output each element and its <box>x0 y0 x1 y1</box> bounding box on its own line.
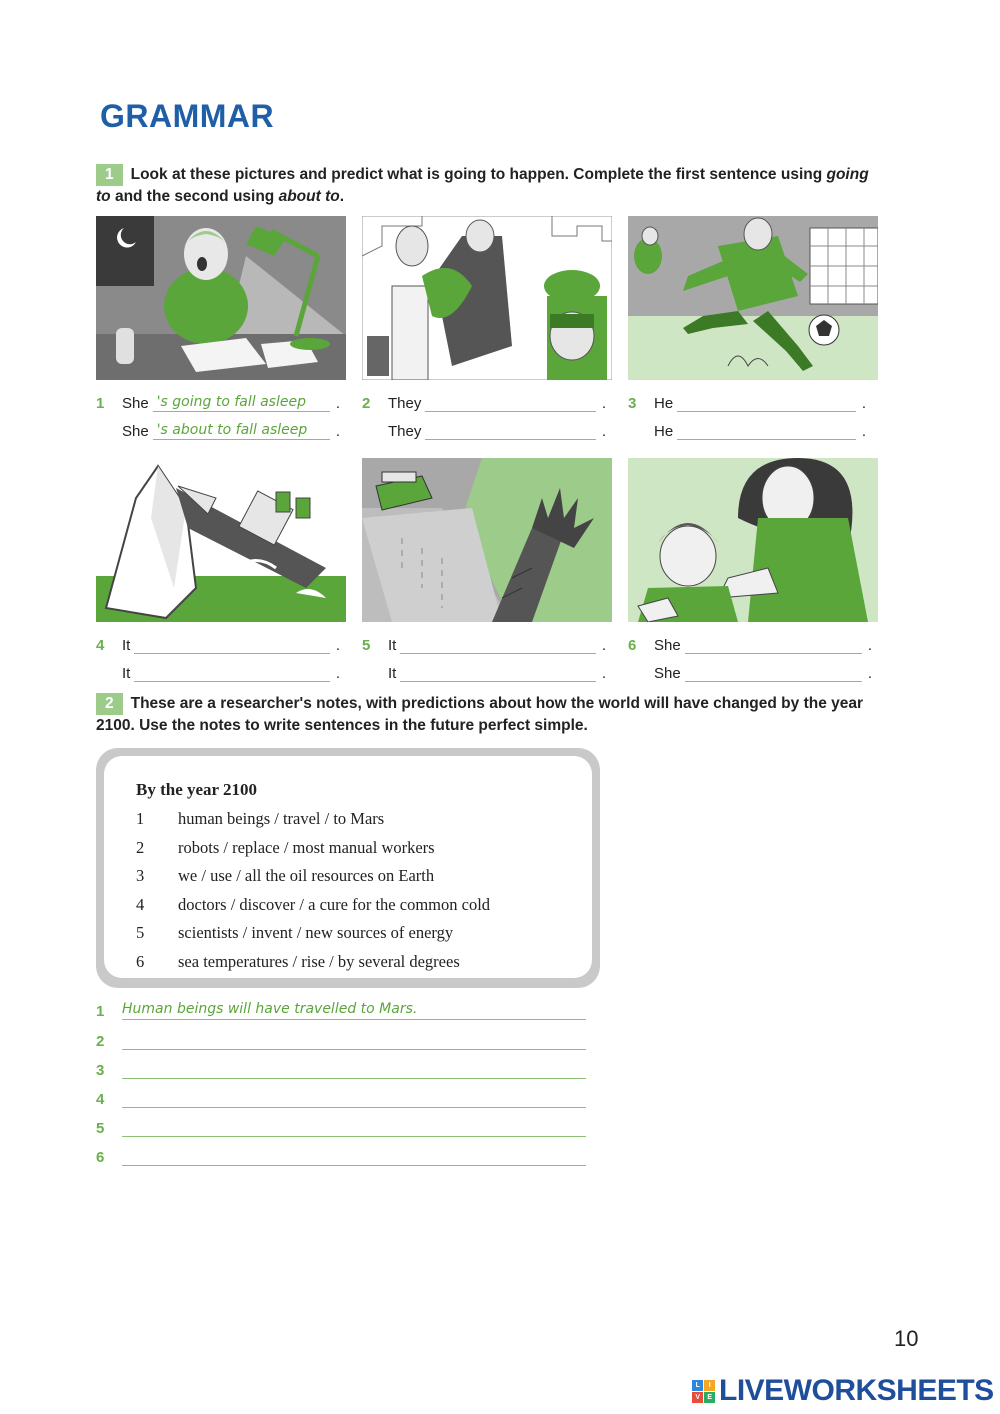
item-number: 4 <box>96 637 105 654</box>
item-number: 5 <box>362 637 371 654</box>
instruction-emphasis: going to <box>96 166 869 205</box>
instruction-text: and the second using <box>110 188 279 205</box>
item-number: 6 <box>628 637 637 654</box>
period: . <box>601 395 606 412</box>
subject-label: She <box>122 395 149 412</box>
note-text: we / use / all the oil resources on Earth <box>178 866 435 885</box>
answer-line[interactable] <box>122 1029 586 1050</box>
sentence-row <box>362 634 606 654</box>
picture-ship-iceberg <box>96 458 346 622</box>
note-number: 2 <box>136 838 145 857</box>
item-number: 1 <box>96 1003 105 1020</box>
subject-label: She <box>654 665 681 682</box>
exercise-number: 1 <box>96 164 123 186</box>
answer-line[interactable] <box>122 1145 586 1166</box>
period: . <box>867 637 872 654</box>
answer-blank[interactable] <box>677 393 856 412</box>
subject-label: It <box>122 637 131 654</box>
sentence-row <box>628 662 872 682</box>
instruction-emphasis: about to <box>278 188 340 205</box>
note-text: robots / replace / most manual workers <box>178 838 435 857</box>
item-number: 2 <box>96 1033 105 1050</box>
note-text: scientists / invent / new sources of energy <box>178 923 454 942</box>
answer-blank[interactable] <box>425 421 595 440</box>
logo-mark-letter: I <box>704 1380 715 1391</box>
picture-footballer <box>628 216 878 380</box>
note-number: 6 <box>136 952 145 971</box>
item-number: 6 <box>96 1149 105 1166</box>
picture-pickpocket <box>362 216 612 380</box>
note-text: sea temperatures / rise / by several degrees <box>178 952 460 971</box>
instruction-text: These are a researcher's notes, with predictions about how the world will have changed by the year 2100. Use the notes to write sentences in the future perfect simple. <box>96 695 864 734</box>
sentence-row <box>628 634 872 654</box>
period: . <box>861 423 866 440</box>
picture-woman-yawning <box>96 216 346 380</box>
logo-mark-letter: E <box>704 1392 715 1403</box>
note-number: 4 <box>136 895 145 914</box>
answer-line[interactable]: Human beings will have travelled to Mars. <box>122 999 586 1020</box>
answer-blank[interactable] <box>685 663 862 682</box>
subject-label: They <box>388 423 422 440</box>
note-item <box>136 923 453 943</box>
exercise-number: 2 <box>96 693 123 715</box>
answer-blank[interactable] <box>400 663 595 682</box>
sentence-row <box>362 662 606 682</box>
item-number: 4 <box>96 1091 105 1108</box>
note-item <box>136 838 435 858</box>
answer-blank[interactable] <box>685 635 862 654</box>
period: . <box>601 665 606 682</box>
period: . <box>335 395 340 412</box>
item-number: 5 <box>96 1120 105 1137</box>
answer-line[interactable] <box>122 1058 586 1079</box>
answer-blank[interactable] <box>134 663 329 682</box>
exercise-2-instruction <box>96 693 866 737</box>
note-number: 1 <box>136 809 145 828</box>
answer-row <box>96 998 586 1020</box>
notes-title: By the year 2100 <box>136 780 258 799</box>
sentence-row <box>628 420 866 440</box>
answer-blank[interactable]: 's about to fall asleep <box>153 421 330 440</box>
period: . <box>867 665 872 682</box>
answer-line[interactable] <box>122 1116 586 1137</box>
logo-text: LIVEWORKSHEETS <box>719 1374 994 1407</box>
subject-label: She <box>654 637 681 654</box>
period: . <box>601 637 606 654</box>
logo-mark-letter: L <box>692 1380 703 1391</box>
period: . <box>335 665 340 682</box>
subject-label: He <box>654 423 674 440</box>
sentence-row <box>362 392 606 412</box>
answer-blank[interactable] <box>677 421 856 440</box>
picture-car-falling-tree <box>362 458 612 622</box>
note-text: human beings / travel / to Mars <box>178 809 385 828</box>
subject-label: It <box>388 637 397 654</box>
sentence-row <box>96 634 340 654</box>
liveworksheets-logo[interactable] <box>692 1374 994 1408</box>
period: . <box>601 423 606 440</box>
note-item <box>136 895 490 915</box>
instruction-text: Look at these pictures and predict what is going to happen. Complete the first sentence using <box>130 166 827 183</box>
sentence-row <box>628 392 866 412</box>
logo-mark-icon <box>692 1380 715 1403</box>
picture-woman-comforting-boy <box>628 458 878 622</box>
subject-label: He <box>654 395 674 412</box>
note-item <box>136 952 460 972</box>
answer-row <box>96 1028 586 1050</box>
subject-label: She <box>122 423 149 440</box>
page-number: 10 <box>894 1326 919 1351</box>
sentence-row <box>96 662 340 682</box>
answer-row <box>96 1057 586 1079</box>
note-number: 5 <box>136 923 145 942</box>
item-number: 1 <box>96 395 105 412</box>
period: . <box>335 637 340 654</box>
period: . <box>861 395 866 412</box>
researcher-notes-box <box>96 748 600 988</box>
answer-row <box>96 1144 586 1166</box>
sentence-row <box>96 420 340 440</box>
note-item <box>136 809 384 829</box>
answer-line[interactable] <box>122 1087 586 1108</box>
item-number: 2 <box>362 395 371 412</box>
logo-mark-letter: V <box>692 1392 703 1403</box>
instruction-text: . <box>339 188 345 205</box>
page-title: GRAMMAR <box>100 98 275 134</box>
item-number: 3 <box>628 395 637 412</box>
answer-blank[interactable] <box>425 393 595 412</box>
note-number: 3 <box>136 866 145 885</box>
note-item <box>136 866 434 886</box>
subject-label: It <box>122 665 131 682</box>
item-number: 3 <box>96 1062 105 1079</box>
period: . <box>335 423 340 440</box>
answer-blank[interactable] <box>400 635 595 654</box>
note-text: doctors / discover / a cure for the common cold <box>178 895 491 914</box>
subject-label: They <box>388 395 422 412</box>
answer-row <box>96 1086 586 1108</box>
answer-row <box>96 1115 586 1137</box>
answer-blank[interactable]: 's going to fall asleep <box>153 393 330 412</box>
sentence-row <box>96 392 340 412</box>
sentence-row <box>362 420 606 440</box>
exercise-1-instruction <box>96 164 886 208</box>
answer-blank[interactable] <box>134 635 329 654</box>
subject-label: It <box>388 665 397 682</box>
